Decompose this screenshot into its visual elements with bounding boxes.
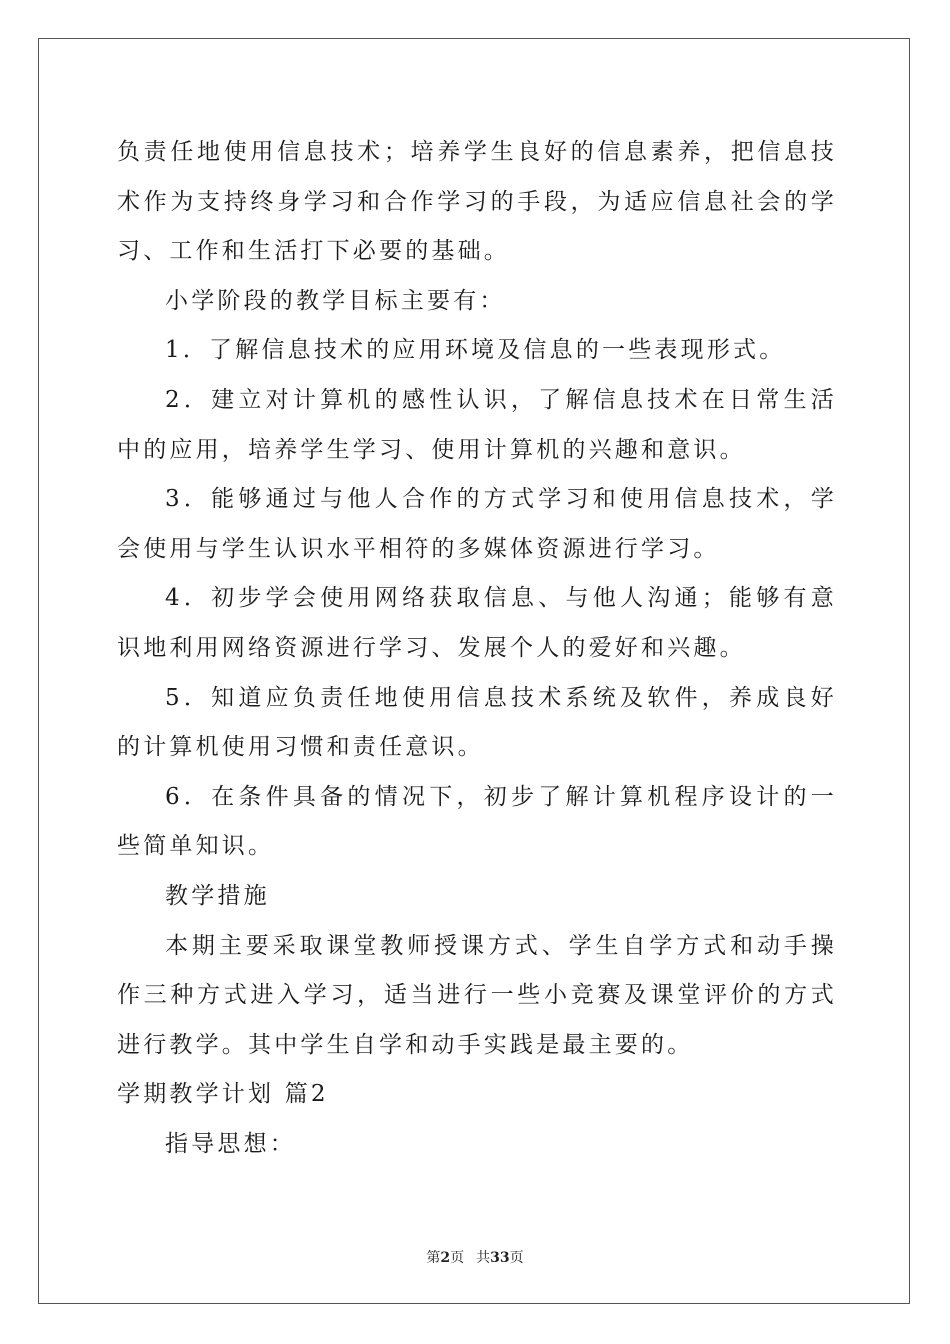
footer-page-number: 2 bbox=[440, 1250, 451, 1266]
paragraph-intro: 负责任地使用信息技术；培养学生良好的信息素养，把信息技术作为支持终身学习和合作学习的手段，为适应信息社会的学习、工作和生活打下必要的基础。 bbox=[117, 139, 837, 265]
goal-item-4: 4．初步学会使用网络获取信息、与他人沟通；能够有意识地利用网络资源进行学习、发展个人的爱好和兴趣。 bbox=[117, 585, 837, 661]
goal-item-2: 2．建立对计算机的感性认识，了解信息技术在日常生活中的应用，培养学生学习、使用计算机的兴趣和意识。 bbox=[117, 386, 837, 463]
footer-total-pages: 33 bbox=[490, 1250, 510, 1266]
footer-page-prefix: 第 bbox=[426, 1250, 441, 1266]
paragraph-goals-heading: 小学阶段的教学目标主要有： bbox=[165, 287, 506, 314]
footer-total-suffix: 页 bbox=[509, 1250, 524, 1266]
measures-heading: 教学措施 bbox=[165, 882, 270, 909]
goal-item-5: 5．知道应负责任地使用信息技术系统及软件，养成良好的计算机使用习惯和责任意识。 bbox=[117, 684, 837, 761]
goal-item-1: 1．了解信息技术的应用环境及信息的一些表现形式。 bbox=[165, 337, 786, 364]
footer-total-prefix: 共 bbox=[476, 1250, 491, 1266]
page-footer bbox=[0, 1247, 950, 1267]
document-body bbox=[117, 128, 837, 1169]
goal-item-3: 3．能够通过与他人合作的方式学习和使用信息技术，学会使用与学生认识水平相符的多媒体资源进行学习。 bbox=[117, 486, 837, 562]
goal-item-6: 6．在条件具备的情况下，初步了解计算机程序设计的一些简单知识。 bbox=[117, 783, 837, 860]
section-title: 学期教学计划 篇2 bbox=[117, 1081, 329, 1108]
guide-label: 指导思想： bbox=[165, 1130, 296, 1157]
footer-page-suffix: 页 bbox=[450, 1250, 465, 1266]
paragraph-measures: 本期主要采取课堂教师授课方式、学生自学方式和动手操作三种方式进入学习，适当进行一些小竞赛及课堂评价的方式进行教学。其中学生自学和动手实践是最主要的。 bbox=[117, 932, 837, 1058]
